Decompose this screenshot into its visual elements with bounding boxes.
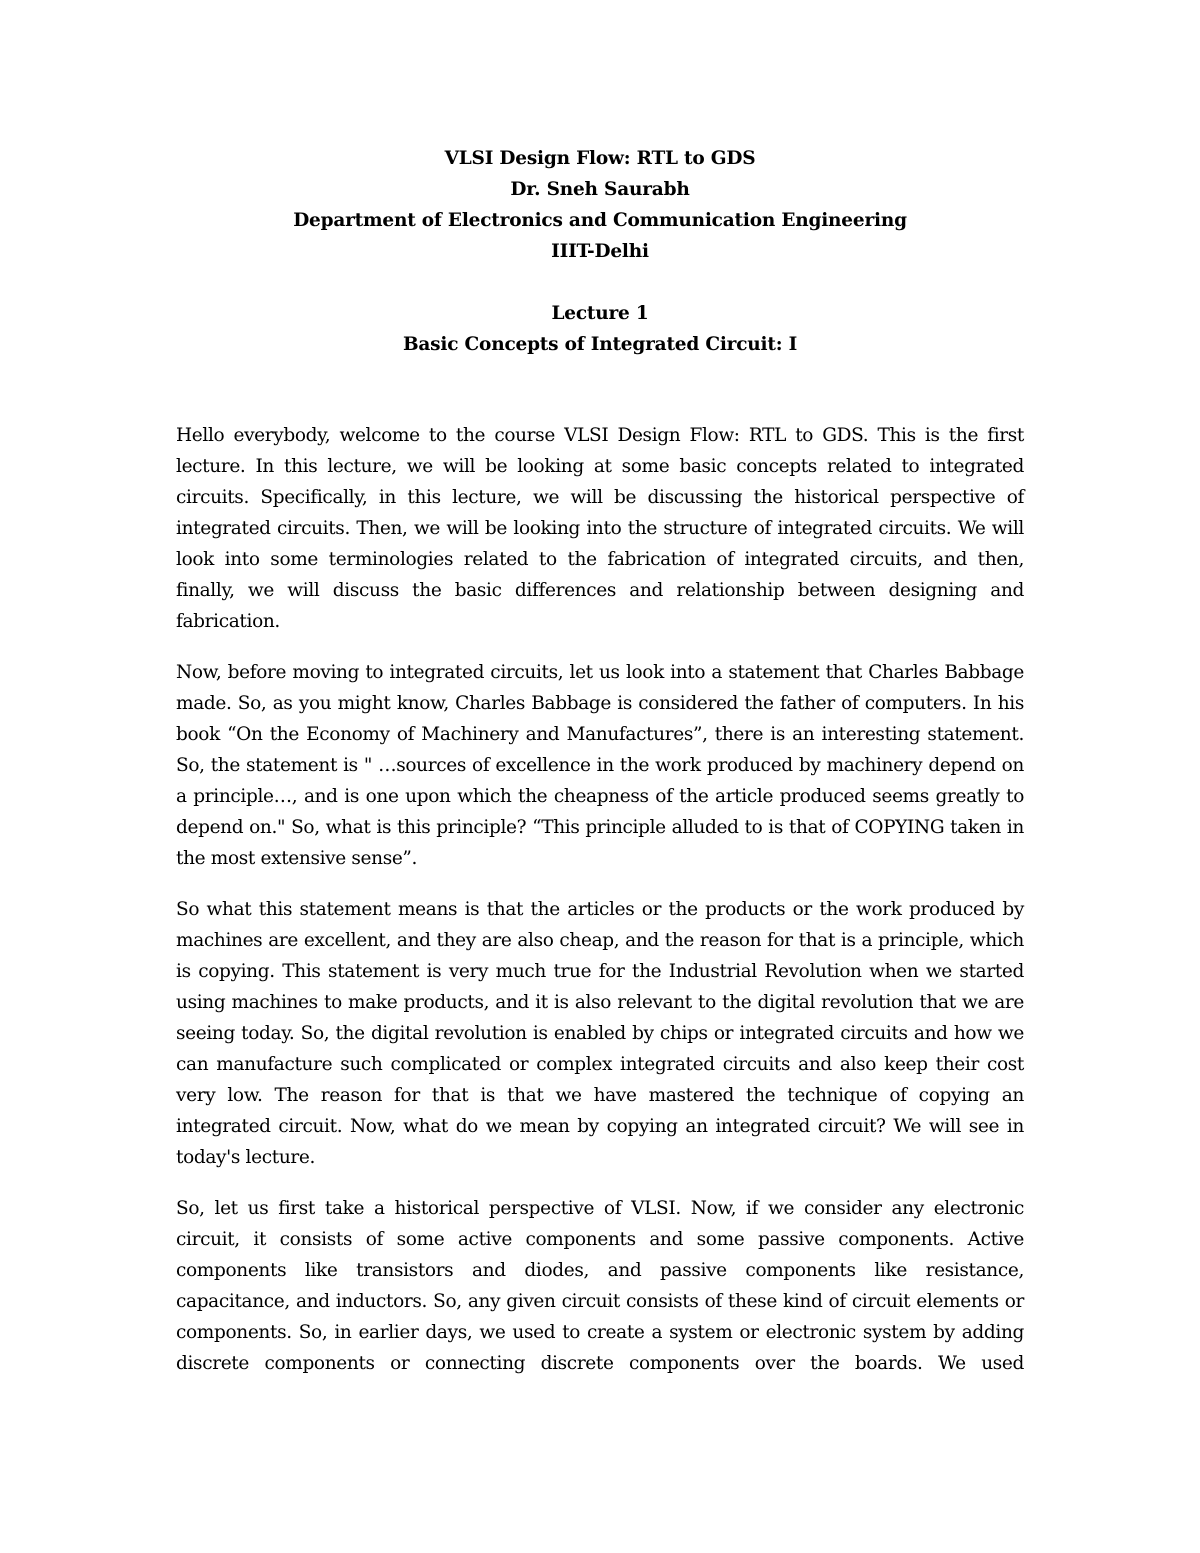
paragraph-babbage-quote: Now, before moving to integrated circuits, let us look into a statement that Charles Babbage made. So, as you might know, Charles Babbage is considered the father of computers. In his book “On the Economy of Machinery and Manufactures”, there is an interesting statement. So, the statement is " …sources of excellence in the work produced by machinery depend on a principle…, and is one upon which the cheapness of the article produced seems greatly to depend on." So, what is this principle? “This principle alluded to is that of COPYING taken in the most extensive sense”. <box>176 662 1024 869</box>
document-body <box>176 420 1024 1379</box>
course-title: VLSI Design Flow: RTL to GDS <box>444 148 756 169</box>
paragraph-copying-principle: So what this statement means is that the articles or the products or the work produced by machines are excellent, and they are also cheap, and the reason for that is a principle, which is copying. This statement is very much true for the Industrial Revolution when we started using machines to make products, and it is also relevant to the digital revolution that we are seeing today. So, the digital revolution is enabled by chips or integrated circuits and how we can manufacture such complicated or complex integrated circuits and also keep their cost very low. The reason for that is that we have mastered the technique of copying an integrated circuit. Now, what do we mean by copying an integrated circuit? We will see in today's lecture. <box>176 899 1024 1168</box>
lecture-number: Lecture 1 <box>551 303 649 324</box>
header-spacer <box>176 267 1024 298</box>
paragraph-historical-perspective: So, let us first take a historical perspective of VLSI. Now, if we consider any electronic circuit, it consists of some active components and some passive components. Active components like transistors and diodes, and passive components like resistance, capacitance, and inductors. So, any given circuit consists of these kind of circuit elements or components. So, in earlier days, we used to create a system or electronic system by adding discrete components or connecting discrete components over the boards. We used <box>176 1198 1024 1374</box>
document-header <box>176 143 1024 360</box>
institute-name: IIIT-Delhi <box>551 241 649 262</box>
instructor-name: Dr. Sneh Saurabh <box>510 179 690 200</box>
department-name: Department of Electronics and Communication Engineering <box>293 210 907 231</box>
lecture-title: Basic Concepts of Integrated Circuit: I <box>402 334 798 355</box>
paragraph-intro: Hello everybody, welcome to the course VLSI Design Flow: RTL to GDS. This is the first lecture. In this lecture, we will be looking at some basic concepts related to integrated circuits. Specifically, in this lecture, we will be discussing the historical perspective of integrated circuits. Then, we will be looking into the structure of integrated circuits. We will look into some terminologies related to the fabrication of integrated circuits, and then, finally, we will discuss the basic differences and relationship between designing and fabrication. <box>176 425 1024 632</box>
